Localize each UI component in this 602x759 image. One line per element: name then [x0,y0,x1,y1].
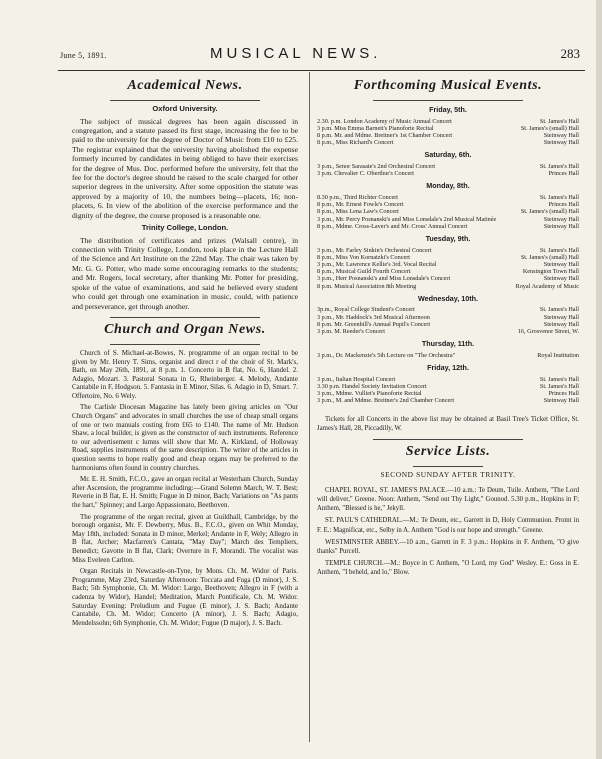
event-venue: St. James's Hall [539,246,579,254]
page-edge [596,0,602,759]
event-row [317,118,579,125]
event-day-heading: Friday, 12th. [427,363,469,373]
event-row [317,139,579,146]
events-list [317,106,579,404]
church-paragraph: Organ Recitals in Newcastle-on-Tyne, by Mons. Ch. M. Widor of Paris. Programme, May 23rd, Saturday Afternoon: Toccata and Fuga (D minor), J. S. Bach; 5th Symphonie, Ch. M. Widor: Largo, Beethoven; Allegro in F (with a cadenza by Widor), Handel; Meditation, March Pontificale, Ch. M. Widor. Saturday Evening: Preludium and Fugue (E minor), J. S. Bach; Andante Cantabile, Ch. M. Widor; Concerto (A minor), J. S. Bach; Adagio, Mendelssohn; 6th Symphonie, Ch. M. Widor; Fugue (D major), J. S. Bach. [72,567,298,627]
trinity-text: The distribution of certificates and prizes (Walsall centre), in connection with Trinity College, London, took place in the Lecture Hall of the Science and Art Institute on the 22nd May. The chair was taken by Mr. G. G. Potter, who made some encouraging remarks to the students; and Mr. Rogers, local secretary, after thanking Mr. Potter for presiding, spoke of the value of examinations, and said he believed every student who could get through one examination in music, could, with patience and perseverance, get through another. [72,235,298,311]
event-venue: Royal Institution [537,351,579,359]
event-day-heading: Thursday, 11th. [421,339,475,349]
event-row [317,194,579,201]
event-description: 8 p.m., Musical Guild Fourth Concert [317,268,411,276]
event-row [317,170,579,177]
event-description: 3 p.m., Mr. Lawrence Kellie's 3rd. Vocal Recital [317,261,437,269]
event-description: 3 p.m. M. Reeder's Concert [317,328,385,336]
event-row [317,283,579,290]
church-paragraph: Church of S. Michael-at-Bowes, N. programme of an organ recital to be given by Mr. Henry T. Sims, organist and direct r of the choir of St. Mark's, Bath, on May 26th, 1891, at 8 p.m. 1. Concerto in B flat, No. 6, Handel. 2. Adagio, Mozart. 3. Pastoral Sonata in G, Rheinberger. 4. Melody, Andante Cantabile in F, Hodgson. 5. Fantasia in E Minor, Silas. 6. Adagio in D, Smart. 7. Offertoire, No. 6 Wely. [72,348,298,400]
event-description: 3 p.m., Mr. Farley Sinkin's Orchestral Concert [317,246,432,254]
event-description: 3 p.m., Mr. Haddock's 3rd Musical Afternoon [317,313,430,321]
event-row [317,268,579,275]
event-venue: St. James's Hall [539,117,579,125]
event-row [317,397,579,404]
event-row [317,383,579,390]
trinity-title: Trinity College, London. [141,223,229,233]
event-row [317,261,579,268]
event-venue: Steinway Hall [543,397,579,405]
oxford-text: The subject of musical degrees has been again discussed in congregation, and a statute passed its first stage, increasing the fee to be paid to the university for the degree of Doctor of Music from £10 to £25. The registrar explained that the university having abolished the expense formerly incurred by candidates in being obliged to have their exercises for the degree of Mus. Doc. performed before the university, felt that the fee for the doctor's degree should be raised to the scale charged for other superior degrees in the university. After some opposition the statute was approved by a majority of 10, the numbers being—placets, 16; non-placets, 6. In view of the abolition of the exercise performance and the dignity of the degree, the course proposed is a reasonable one. [72,116,298,220]
event-venue: Steinway Hall [543,132,579,139]
service-lists [317,444,579,577]
event-row [317,306,579,313]
event-venue: St. James's Hall [539,163,579,170]
event-venue: Steinway Hall [543,261,579,269]
event-day-heading: Tuesday, 9th. [425,234,471,244]
event-row [317,352,579,359]
event-description: 8 p.m. Mr. and Mdme. Breitner's 1st Chamber Concert [317,132,453,139]
service-entry: TEMPLE CHURCH.—M.: Boyce in C Anthem, "O Lord, my God" Wesley. E.: Goss in E. Anthem, "I beheld, and lo," Blow. [317,560,579,577]
event-venue: Steinway Hall [543,222,579,230]
event-venue: Princes Hall [548,170,579,178]
running-header [60,45,580,65]
event-venue: St. James's (small) Hall [520,208,579,216]
event-description: 8 p.m., Miss Richard's Concert [317,139,394,147]
event-description: 3 p.m., Mr. Percy Posnanski's and Miss Lonsdale's 2nd Musical Matinée [317,215,497,223]
event-venue: St. James's Hall [539,306,579,314]
event-venue: St. James's (small) Hall [520,253,579,261]
event-day-heading: Saturday, 6th. [424,150,472,160]
event-venue: St. James's Hall [539,375,579,383]
event-venue: St. James's Hall [539,382,579,390]
column-divider [309,72,310,742]
service-subheading: SECOND SUNDAY AFTER TRINITY. [380,470,516,480]
event-venue: Kensington Town Hall [522,268,579,276]
event-venue: Princes Hall [548,201,579,209]
event-row [317,201,579,208]
tickets-note: Tickets for all Concerts in the above list may be obtained at Basil Tree's Ticket Office, St. James's Hall, 28, Piccadilly, W. [317,416,579,432]
event-description: 8 p.m., Miss Von Kornatzki's Concert [317,253,411,261]
event-row [317,125,579,132]
event-row [317,254,579,261]
event-row [317,163,579,170]
event-day-heading: Monday, 8th. [426,181,470,191]
church-paragraph: Mr. E. H. Smith, F.C.O., gave an organ recital at Westerham Church, Sunday after Ascension, the programme including:—Grand Solemn March, W. T. Best; Reverie in B flat, E. H. Smith; Fugue in D minor, Bach; Variations on "As pants the hart," Spinney; and Largo Appassionato, Beethoven. [72,475,298,509]
church-paragraph: The programme of the organ recital, given at Guildhall, Cambridge, by the borough organist, Mr. F. Dewberry, Mus. B., F.C.O., given on Whit Monday, May 18th, included: Sonata in D minor, Merkel; Andante in F, Wely; Allegro in B flat, Archer; Macfarren's Cantata, "May Day"; March des Templiers, Benedict; Gavotte in B flat, Clark; Overture in F, Morandi. The vocalist was Miss Eveleen Carlton. [72,512,298,564]
oxford-title: Oxford University. [152,104,218,113]
event-day-heading: Wednesday, 10th. [417,293,479,303]
event-description: 3 p.m. Chevalier C. Oberthur's Concert [317,170,414,178]
event-description: 8 p.m., Miss Lena Law's Concert [317,208,399,216]
event-venue: Steinway Hall [543,215,579,223]
event-description: 3 p.m., Dr. Mackenzie's 5th Lecture on "The Orchestra" [317,351,456,359]
section-rule [110,344,260,345]
issue-date: June 5, 1891. [60,51,107,60]
trinity-article [72,236,298,311]
event-description: 3 p.m., Mdme. Vulliet's Pianoforte Recital [317,390,422,398]
events-heading: Forthcoming Musical Events. [353,78,543,93]
event-description: 3p.m., Royal College Student's Concert [317,306,415,314]
event-row [317,247,579,254]
event-description: 8 p.m. Musical Association 8th Meeting [317,282,417,290]
event-row [317,223,579,230]
event-description: 8 p.m., Mr. Ernest Fowle's Concert [317,201,404,209]
service-entry: WESTMINSTER ABBEY.—10 a.m., Garrett in F. 3 p.m.: Hopkins in F. Anthem, "O give thanks" Purcell. [317,538,579,556]
service-entry: CHAPEL ROYAL, ST. JAMES'S PALACE.—10 a.m.: Te Deum, Tuile. Anthem, "The Lord will deliver," Greene. Noon: Anthem, "Send out Thy Light," Gounod. 5.30 p.m., Hopkins in F; Anthem, "Blessed is he," Jekyll. [317,486,579,513]
church-articles [72,349,298,627]
event-row [317,328,579,335]
event-venue: St. James's (small) Hall [520,124,579,132]
page-number: 283 [560,46,580,61]
event-row [317,321,579,328]
event-venue: Princes Hall [548,390,579,398]
event-description: 3 p.m., Senor Sarasate's 2nd Orchestral Concert [317,163,436,170]
section-rule [373,100,523,101]
section-rule [413,466,483,467]
event-day-heading: Friday, 5th. [429,105,467,114]
event-row [317,376,579,383]
event-description: 3.30 p.m. Handel Society Invitation Concert [317,382,427,390]
church-heading: Church and Organ News. [104,321,266,337]
service-entry: ST. PAUL'S CATHEDRAL.—M.: Te Deum, etc., Garrett in D, Holy Communion. Promt in F. E.: Magnificat, etc., Selby in A. Anthem "God is our hope and strength." Greene. [317,517,579,534]
event-row [317,390,579,397]
right-column [317,74,579,581]
event-description: 3 p.m. Miss Emma Barnett's Pianoforte Recital [317,124,434,132]
event-description: 2.30. p.m. London Academy of Music Annual Concert [317,117,452,125]
event-description: 3 p.m., M. and Mdme. Breitner's 2nd Chamber Concert [317,397,455,405]
event-description: 8.30 p.m., Third Richter Concert [317,194,398,201]
event-venue: Steinway Hall [543,313,579,321]
event-row [317,132,579,139]
event-description: 8 p.m. Mr. Greenhill's Annual Pupil's Concert [317,320,431,328]
event-venue: Royal Academy of Music [515,282,579,290]
event-row [317,208,579,215]
event-venue: Steinway Hall [543,275,579,283]
section-rule [110,317,260,318]
event-venue: Steinway Hall [543,139,579,147]
masthead-title: MUSICAL NEWS. [210,45,382,62]
section-rule [373,439,523,440]
event-description: 3 p.m., Herr Posnanski's and Miss Lonsdale's Concert [317,275,451,283]
event-description: 8 p.m., Mdme. Cross-Laver's and Mr. Cross' Annual Concert [317,222,468,230]
event-venue: 16, Grosvenor Street, W. [517,328,579,336]
event-row [317,275,579,282]
left-column [72,74,298,630]
header-rule [58,70,585,71]
oxford-article [72,117,298,220]
event-row [317,314,579,321]
service-heading: Service Lists. [405,444,491,460]
event-venue: St. James's Hall [539,194,579,201]
event-description: 3 p.m., Italian Hospital Concert [317,375,396,383]
church-paragraph: The Carlisle Diocesan Magazine has lately been giving articles on "Our Church Organs" and advocates in small churches the use of cheap small organs of one or two manuals costing from £65 to £140. The name of Mr. Hudson Shaw, a local builder, is given as the constructor of such instruments. Reference to our advertisement c lumns will show that Mr. A. Kirkland, of Holloway Road, supplies instruments of the same description. The writer of the articles in question seems to hope really good and cheap organs may be preferred to the harmoniums often found in country churches. [72,403,298,472]
academical-heading: Academical News. [127,78,243,93]
event-row [317,216,579,223]
section-rule [110,100,260,101]
event-venue: Steinway Hall [543,320,579,328]
